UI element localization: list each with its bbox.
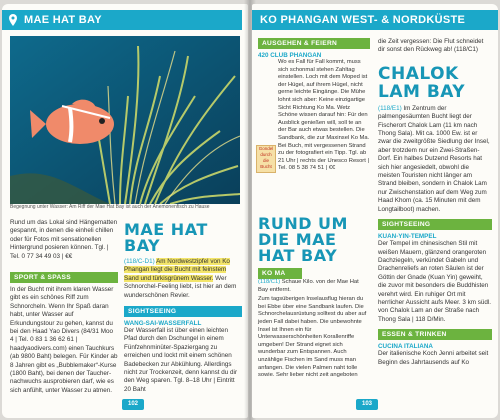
- right-column: [378, 38, 492, 367]
- mae-hat-section: [124, 222, 242, 394]
- tempel-heading: KUAN-YIN-TEMPEL: [378, 233, 437, 241]
- rund-um-title: RUND UM DIE MAE HAT BAY: [258, 214, 348, 265]
- ko-ma-text: Zum tagsüberigen Inselausflug hieran du bei Ebbe über eine Sandbank laufen. Die Schnorchelausrüstung solltest du aber auf jeden Fall dabei haben. Die unbewohnte Insel ist Ihnen ein für Unterwasserschönheiten Korallenriffe umgeben! Der Strand eignet sich wunderbar zum Entspannen. Auch unzählige Fischen im Sand muss man anfangen. Die vielen Palmen naht tolle sowie. Sehr lieber nicht zeit angeboten: [258, 296, 367, 379]
- sport-text: In der Bucht mit ihrem klaren Wasser gibt es ein schönes Riff zum Schnorcheln. Wenn Ihr Spaß daran habt, unter Wasser auf Erkundungstour zu gehen, kannst du bei den Haad Yao Divers (84/31 Moo 4 | Tel. 0 83 1 36 62 61 | haadyaodivers.com) einen Tauchkurs (ab 9800 Baht) belegen. Für Kinder ab 8 Jahren gibt es „Bubblemaker“-Kurse (1800 Baht), bei denen der Taucher-nachwuchs ausprobieren darf, wie es sich anfühlt, unter Wasser zu atmen.: [10, 286, 118, 394]
- sport-heading: SPORT & SPASS: [10, 272, 118, 283]
- chalok-text: Im Zentrum der palmengesäumten Bucht liegt der Fischerort Chalok Lam (11 km nach Thong Sala). Mit ca. 1000 Ew. ist er zwar die zweitgrößte Siedlung der Insel, aber trotzdem nur ein Zwei-Straßen-Dorf. Ein halbes Dutzend Resorts hat sich hier angesiedelt, obwohl die meisten Touristen nicht länger am Strand bleiben, sondern in Chalok Lam nur Zwischenstation auf dem Weg zum Haad Khom (ca. 15 Minuten mit dem Longtailboot) machen.: [378, 104, 490, 213]
- map-pin-icon: [8, 14, 18, 26]
- left-intro-text: Rund um das Lokal sind Hängematten gespannt, in denen die einheli chillen oder für Fotos mit sensationellen Hintergrund posieren können. Tgl. | Tel. 0 77 34 49 03 | €€: [10, 219, 118, 260]
- tempel-text: Der Tempel im chinesischen Stil mit weißen Mauern, glänzend orangeroten Dachziegeln, verkündet Gabeln und Drachenreliefs an roten Säulen ist der Göttin der Gnade (Kuan Yin) geweiht, die zuvor mit besonders die Buddhisten verehrt wird. Ein ruhiger Ort mit herrlicher Aussicht aufs Meer. 3 km südl. von Chalok Lam an der Straße nach Thong Sala | 118 D/Min.: [378, 240, 492, 323]
- handwritten-note: Gondel durch die Bucht: [256, 145, 276, 173]
- rund-um-section: [258, 216, 370, 380]
- right-page-header: KO PHANGAN WEST- & NORDKÜSTE: [252, 10, 498, 30]
- left-page-header: [2, 10, 242, 30]
- ausgehen-heading: AUSGEHEN & FEIERN: [258, 38, 370, 49]
- sport-section: [10, 272, 118, 395]
- ko-ma-subtitle: Schaue Kilo. von der Mae Hat Bay entfernt.: [258, 279, 359, 293]
- sight2-heading: SIGHTSEEING: [378, 219, 492, 230]
- left-header-label: MAE HAT BAY: [24, 14, 102, 26]
- ko-ma-heading: KO MA: [258, 268, 302, 279]
- left-page: [2, 4, 248, 418]
- mae-hat-title: MAE HAT BAY: [124, 220, 208, 255]
- photo-caption: Begegnung unter Wasser: Am Riff der Mae Hat Bay ist auch der Anemonenfisch zu Hause: [10, 204, 210, 210]
- mae-hat-ref: (118/C-D1): [124, 258, 155, 265]
- club-heading: 420 CLUB PHANGAN: [258, 52, 322, 59]
- essen-heading: ESSEN & TRINKEN: [378, 329, 492, 340]
- chalok-title: CHALOK LAM BAY: [378, 63, 466, 102]
- chalok-ref: (118/E1): [378, 104, 402, 112]
- club-text: Wo es Fall für Fall kommt, muss sich schonmal stehen Zahltag einstellen. Loch mit dem Moped ist der Hügel, auf ihrem Hügel, nicht gerne leichte Eingänge. Die Mühe lohnt sich aber: Keine einzigartige Sicht Richtung Ko Ma. Wetz Schöne wissen darauf hin: Für den Ausblick genießen will, soll te an der Bar auch etwas bestellen. Die Sandbank, die zur Maxinsel Ko Ma. Bei Buch, mit vergessenen Strand zu der fotografiert ein Tipp. Tgl. ab 21 Uhr | rechts der Unesco Resort | Tel. 08 5 38 74 51 | €€: [278, 59, 370, 172]
- cucina-heading: CUCINA ITALIANA: [378, 343, 433, 351]
- ko-ma-ref: (118/C1): [258, 279, 281, 285]
- wasserfall-heading: WANG-SAI-WASSERFALL: [124, 320, 202, 328]
- right-page-number: 103: [356, 399, 378, 410]
- mae-hat-text2: Wer Schnorchel-Feeling liebt, ist hier an dem wunderschönen Revier.: [124, 274, 237, 299]
- right-page: [252, 4, 498, 418]
- right-top-text: die Zeit vergessen: Die Flut schneidet dir sonst den Rückweg ab! (118/C1): [378, 38, 484, 54]
- wasserfall-text: Der Wasserfall ist über einen leichten Pfad durch den Dschungel in einem Fünfzehnminüter-Spaziergang zu erreichen und lockt mit einem schönen Badebecken zur Abkühlung. Allerdings nicht zur Trockenzeit, denn kannst du dir den Weg sparen. Tgl. 8–18 Uhr | Eintritt 20 Baht: [124, 327, 238, 393]
- mae-hat-text: Am Nordwestzipfel von Ko Phangan liegt die Bucht mit feinstem Sand und türkisgrünem Wasser.: [124, 258, 230, 282]
- sightseeing-heading: SIGHTSEEING: [124, 306, 242, 317]
- left-page-number: 102: [122, 399, 144, 410]
- clownfish-photo: [10, 36, 240, 204]
- cucina-text: Der italienische Koch Jenni arbeitet seit Beginn des Jahrtausends auf Ko: [378, 350, 489, 366]
